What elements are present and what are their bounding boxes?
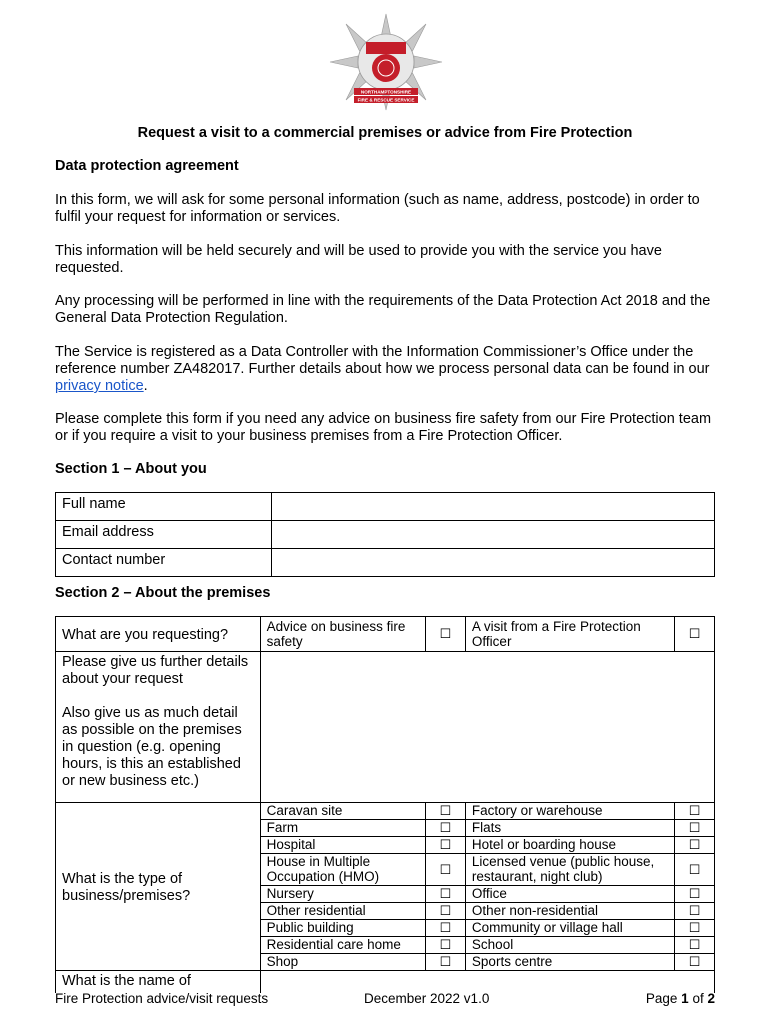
dp-paragraph-2: This information will be held securely and will be used to provide you with the service you have requested.: [55, 243, 662, 276]
dp-paragraph-3: Any processing will be performed in line with the requirements of the Data Protection Act 2018 and the General Data Protection Regulation.: [55, 293, 711, 326]
section1-heading: Section 1 – About you: [55, 461, 207, 477]
dp-paragraph-4: The Service is registered as a Data Controller with the Information Commissioner’s Office under the reference number ZA482017. Further details about how we process personal data can be found in our privacy notice.: [55, 344, 710, 394]
type-option-right: School: [465, 937, 674, 954]
section2-heading: Section 2 – About the premises: [55, 585, 271, 601]
table-row: [56, 493, 715, 521]
checkbox-type[interactable]: ☐: [426, 886, 466, 903]
checkbox-type[interactable]: ☐: [675, 903, 715, 920]
about-premises-table: [55, 616, 715, 993]
privacy-notice-link[interactable]: privacy notice: [55, 378, 144, 394]
checkbox-type[interactable]: ☐: [426, 954, 466, 971]
type-option-left: Other residential: [260, 903, 425, 920]
contact-number-field[interactable]: [272, 549, 715, 577]
checkbox-type[interactable]: ☐: [426, 937, 466, 954]
checkbox-type[interactable]: ☐: [675, 937, 715, 954]
type-option-left: Caravan site: [260, 803, 425, 820]
checkbox-type[interactable]: ☐: [675, 837, 715, 854]
premises-type-label: What is the type of business/premises?: [56, 803, 261, 971]
email-field[interactable]: [272, 521, 715, 549]
svg-text:FIRE & RESCUE SERVICE: FIRE & RESCUE SERVICE: [357, 97, 415, 103]
checkbox-type[interactable]: ☐: [675, 954, 715, 971]
type-option-right: Hotel or boarding house: [465, 837, 674, 854]
checkbox-type[interactable]: ☐: [426, 854, 466, 886]
table-row: [56, 521, 715, 549]
checkbox-type[interactable]: ☐: [675, 854, 715, 886]
checkbox-type[interactable]: ☐: [426, 803, 466, 820]
type-option-left: Hospital: [260, 837, 425, 854]
type-option-right: Office: [465, 886, 674, 903]
page-title: Request a visit to a commercial premises or advice from Fire Protection: [137, 125, 633, 141]
type-option-left: Residential care home: [260, 937, 425, 954]
type-option-right: Other non-residential: [465, 903, 674, 920]
option-advice-label: Advice on business fire safety: [260, 617, 425, 652]
type-option-left: House in Multiple Occupation (HMO): [260, 854, 425, 886]
type-option-left: Public building: [260, 920, 425, 937]
dp-paragraph-5: Please complete this form if you need any advice on business fire safety from our Fire Protection team or if you require a visit to your business premises from a Fire Protection Officer.: [55, 411, 712, 444]
type-option-left: Nursery: [260, 886, 425, 903]
contact-number-label: Contact number: [56, 549, 272, 577]
table-row: [56, 549, 715, 577]
premises-name-label: What is the name of: [56, 971, 261, 993]
checkbox-type[interactable]: ☐: [675, 803, 715, 820]
checkbox-type[interactable]: ☐: [675, 920, 715, 937]
type-option-right: Licensed venue (public house, restaurant, night club): [465, 854, 674, 886]
full-name-field[interactable]: [272, 493, 715, 521]
footer-center: December 2022 v1.0: [364, 991, 490, 1006]
checkbox-visit[interactable]: ☐: [675, 617, 715, 652]
footer-left: Fire Protection advice/visit requests: [55, 991, 269, 1006]
about-you-table: [55, 492, 715, 577]
type-option-right: Community or village hall: [465, 920, 674, 937]
full-name-label: Full name: [56, 493, 272, 521]
svg-text:NORTHAMPTONSHIRE: NORTHAMPTONSHIRE: [360, 89, 412, 95]
details-field[interactable]: [260, 652, 714, 803]
premises-name-field[interactable]: [260, 971, 714, 993]
dp-paragraph-1: In this form, we will ask for some personal information (such as name, address, postcode) in order to fulfil your request for information or services.: [55, 192, 700, 225]
fire-service-logo: [328, 12, 444, 112]
checkbox-advice[interactable]: ☐: [426, 617, 466, 652]
type-option-right: Flats: [465, 820, 674, 837]
page-number: Page 1 of 2: [645, 991, 715, 1006]
type-option-right: Factory or warehouse: [465, 803, 674, 820]
type-option-left: Shop: [260, 954, 425, 971]
checkbox-type[interactable]: ☐: [675, 886, 715, 903]
checkbox-type[interactable]: ☐: [426, 920, 466, 937]
checkbox-type[interactable]: ☐: [426, 820, 466, 837]
option-visit-label: A visit from a Fire Protection Officer: [465, 617, 674, 652]
requesting-label: What are you requesting?: [56, 617, 261, 652]
table-row: [56, 617, 715, 652]
checkbox-type[interactable]: ☐: [675, 820, 715, 837]
type-option-left: Farm: [260, 820, 425, 837]
checkbox-type[interactable]: ☐: [426, 903, 466, 920]
email-label: Email address: [56, 521, 272, 549]
table-row: [56, 652, 715, 803]
details-label: Please give us further details about your request Also give us as much detail as possible on the premises in question (e.g. opening hours, is this an established or new business etc.): [56, 652, 261, 803]
checkbox-type[interactable]: ☐: [426, 837, 466, 854]
type-option-right: Sports centre: [465, 954, 674, 971]
data-protection-heading: Data protection agreement: [55, 158, 239, 174]
